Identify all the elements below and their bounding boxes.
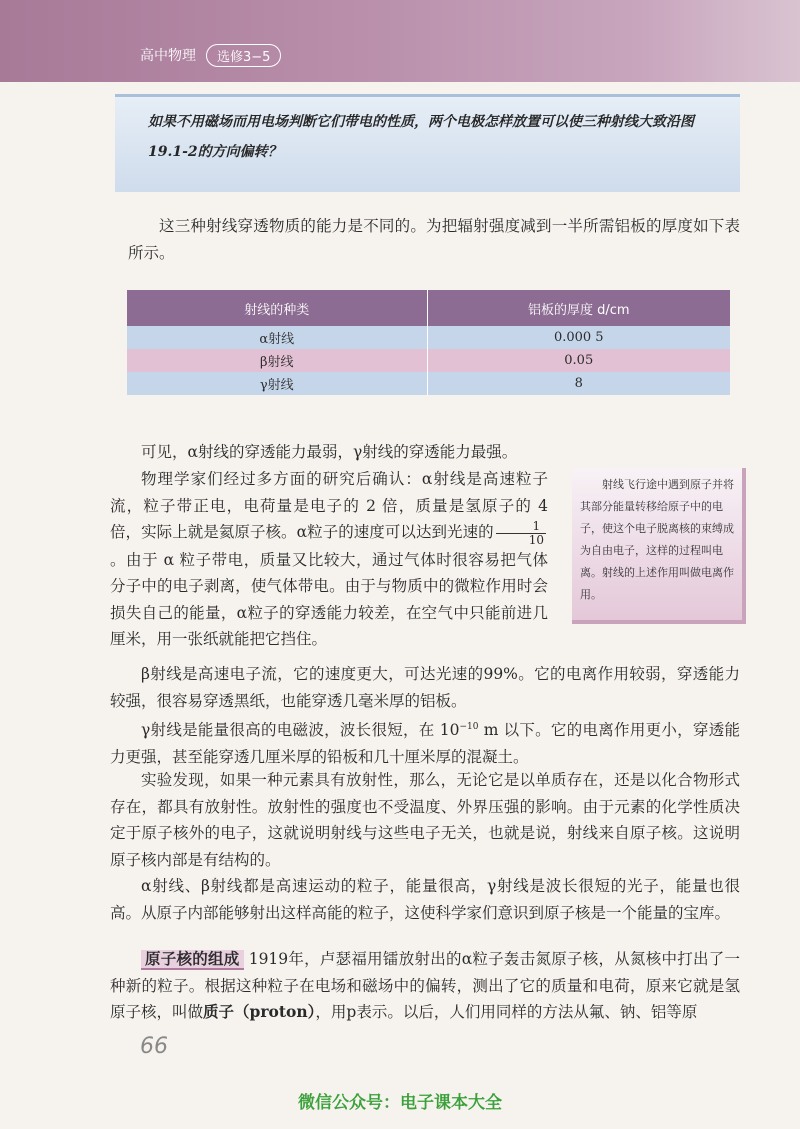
table-header-type: 射线的种类	[127, 290, 428, 326]
table-header-thickness: 铝板的厚度 d/cm	[527, 302, 630, 318]
table-row	[127, 349, 730, 372]
paragraph-5: 实验发现，如果一种元素具有放射性，那么，无论它是以单质存在，还是以化合物形式存在，都具有放射性。放射性的强度也不受温度、外界压强的影响。由于元素的化学性质决定于原子核外的电子，这就说明射线与这些电子无关，也就是说，射线来自原子核。这说明原子核内部是有结构的。	[110, 771, 740, 869]
table-cell-thickness: 0.000 5	[553, 330, 604, 345]
table-header-row	[127, 290, 730, 326]
question-text: 如果不用磁场而用电场判断它们带电的性质，两个电极怎样放置可以使三种射线大致沿图19.1-2的方向偏转？	[148, 114, 694, 160]
header-band	[0, 0, 800, 82]
header	[140, 44, 281, 66]
proton-term: 质子（proton）	[203, 1002, 316, 1021]
intro-paragraph: 这三种射线穿透物质的能力是不同的。为把辐射强度减到一半所需铝板的厚度如下表所示。	[128, 217, 740, 262]
table-cell-thickness: 8	[574, 376, 583, 391]
paragraph-7-part-b: ，用p表示。以后，人们用同样的方法从氟、钠、铝等原	[315, 1003, 698, 1021]
table-cell-thickness: 0.05	[564, 353, 594, 368]
header-subject: 高中物理	[140, 48, 196, 64]
paragraph-4-part-b: m 以下。它的电离作用更小，穿透能力更强，甚至能穿透几厘米厚的铅板和几十厘米厚的混凝土。	[110, 721, 740, 766]
paragraph-4	[110, 714, 740, 770]
fraction-numerator: 1	[496, 520, 546, 534]
table-cell-type: γ射线	[127, 372, 428, 395]
sidebar-text: 射线飞行途中遇到原子并将其部分能量转移给原子中的电子，使这个电子脱离核的束缚成为自由电子，这样的过程叫电离。射线的上述作用叫做电离作用。	[580, 478, 734, 601]
sidebar-note	[572, 468, 746, 624]
paragraph-2-part-a: 物理学家们经过多方面的研究后确认：α射线是高速粒子流，粒子带正电，电荷量是电子的 2 倍，质量是氢原子的 4 倍，实际上就是氦原子核。α粒子的速度可以达到光速的	[110, 470, 548, 541]
penetration-table	[127, 290, 730, 395]
footer-watermark: 微信公众号：电子课本大全	[298, 1093, 502, 1113]
paragraph-7	[110, 946, 740, 1026]
fraction-denominator: 10	[528, 532, 544, 547]
page-number: 66	[140, 1034, 168, 1059]
table-row	[127, 326, 730, 349]
paragraph-2-part-b: 。由于 α 粒子带电，质量又比较大，通过气体时很容易把气体分子中的电子剥离，使气体带电。由于与物质中的微粒作用时会损失自己的能量，α粒子的穿透能力较差，在空气中只能前进几厘米，用一张纸就能把它挡住。	[110, 550, 548, 648]
paragraph-2	[110, 466, 548, 653]
paragraph-4-part-a: γ射线是能量很高的电磁波，波长很短，在 10	[141, 721, 460, 740]
paragraph-7-part-a: 1919年，卢瑟福用镭放射出的α粒子轰击氮原子核，从氮核中打出了一种新的粒子。根据这种粒子在电场和磁场中的偏转，测出了它的质量和电荷，原来它就是氢原子核，叫做	[110, 950, 740, 1021]
paragraph-1: 可见，α射线的穿透能力最弱，γ射线的穿透能力最强。	[141, 443, 518, 461]
table-cell-type: α射线	[127, 326, 428, 349]
header-volume: 选修3−5	[206, 44, 281, 67]
section-heading: 原子核的组成	[141, 950, 244, 970]
exponent: −10	[459, 722, 479, 732]
fraction	[496, 520, 546, 547]
table-row	[127, 372, 730, 395]
paragraph-3: β射线是高速电子流，它的速度更大，可达光速的99%。它的电离作用较弱，穿透能力较强，很容易穿透黑纸，也能穿透几毫米厚的铝板。	[110, 665, 740, 710]
question-box	[115, 94, 740, 192]
paragraph-6: α射线、β射线都是高速运动的粒子，能量很高，γ射线是波长很短的光子，能量也很高。从原子内部能够射出这样高能的粒子，这使科学家们意识到原子核是一个能量的宝库。	[110, 877, 740, 922]
table-cell-type: β射线	[127, 349, 428, 372]
